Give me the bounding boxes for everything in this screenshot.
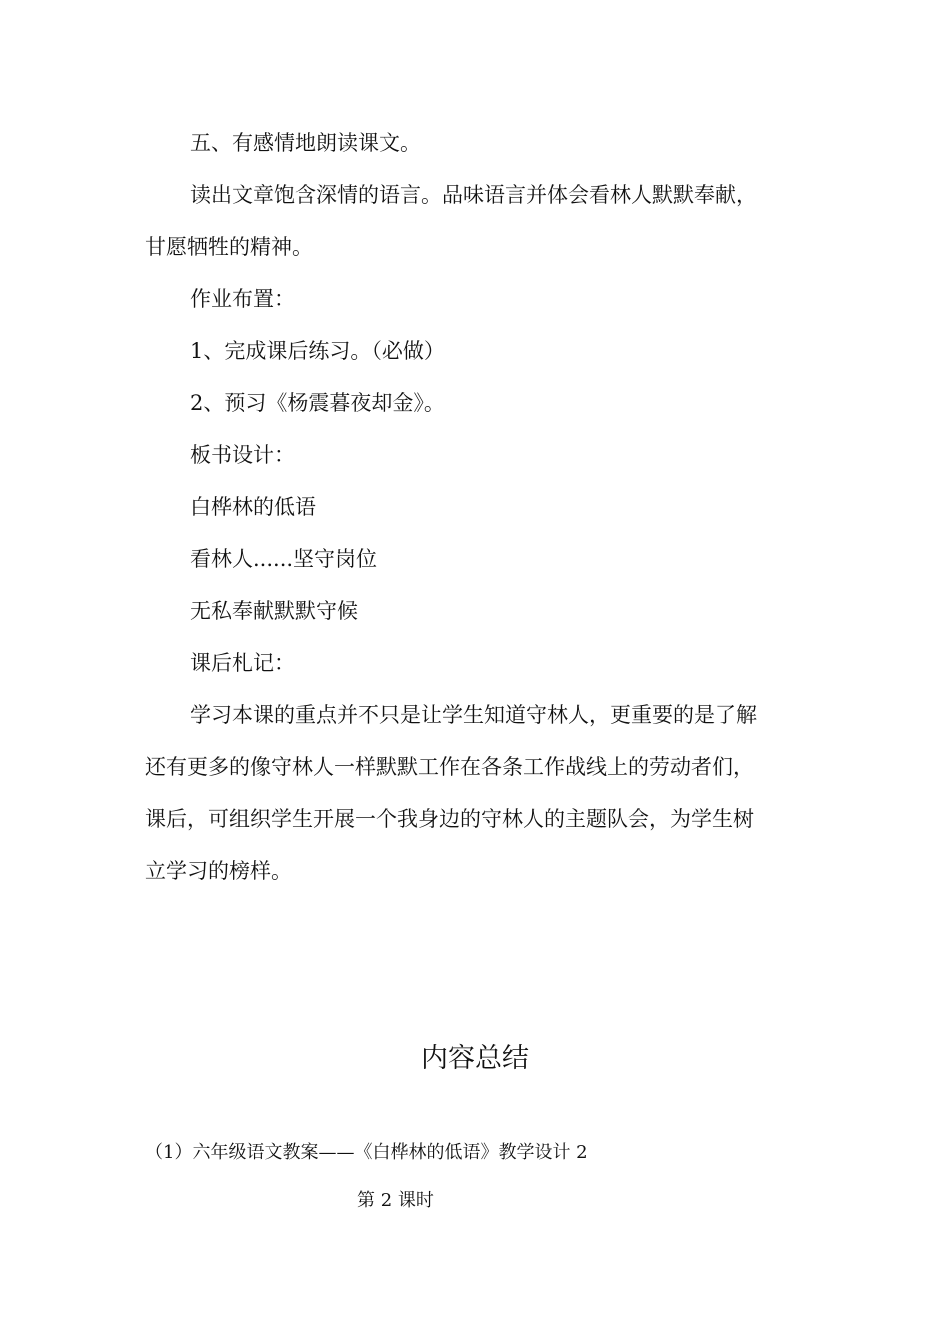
board-line: 看林人......坚守岗位 <box>190 547 378 571</box>
paragraph-line: 读出文章饱含深情的语言。品味语言并体会看林人默默奉献， <box>190 183 757 207</box>
paragraph-line: 五、有感情地朗读课文。 <box>190 131 421 155</box>
summary-subtitle: 第 2 课时 <box>357 1190 434 1211</box>
summary-item: （1）六年级语文教案——《白桦林的低语》教学设计 2 <box>145 1142 588 1163</box>
paragraph-line: 还有更多的像守林人一样默默工作在各条工作战线上的劳动者们， <box>145 755 754 779</box>
board-line: 无私奉献默默守候 <box>190 599 358 623</box>
summary-title: 内容总结 <box>421 1043 529 1074</box>
section-heading: 课后札记： <box>190 651 295 675</box>
board-line: 白桦林的低语 <box>190 495 316 519</box>
homework-item: 2、预习《杨震暮夜却金》。 <box>190 391 445 415</box>
section-heading: 板书设计： <box>190 443 295 467</box>
paragraph-line: 学习本课的重点并不只是让学生知道守林人，更重要的是了解 <box>190 703 757 727</box>
paragraph-line: 立学习的榜样。 <box>145 859 292 883</box>
homework-item: 1、完成课后练习。（必做） <box>190 339 445 363</box>
paragraph-line: 课后，可组织学生开展一个我身边的守林人的主题队会，为学生树 <box>145 807 754 831</box>
section-heading: 作业布置： <box>190 287 295 311</box>
document-body <box>145 117 805 897</box>
paragraph-line: 甘愿牺牲的精神。 <box>145 235 313 259</box>
